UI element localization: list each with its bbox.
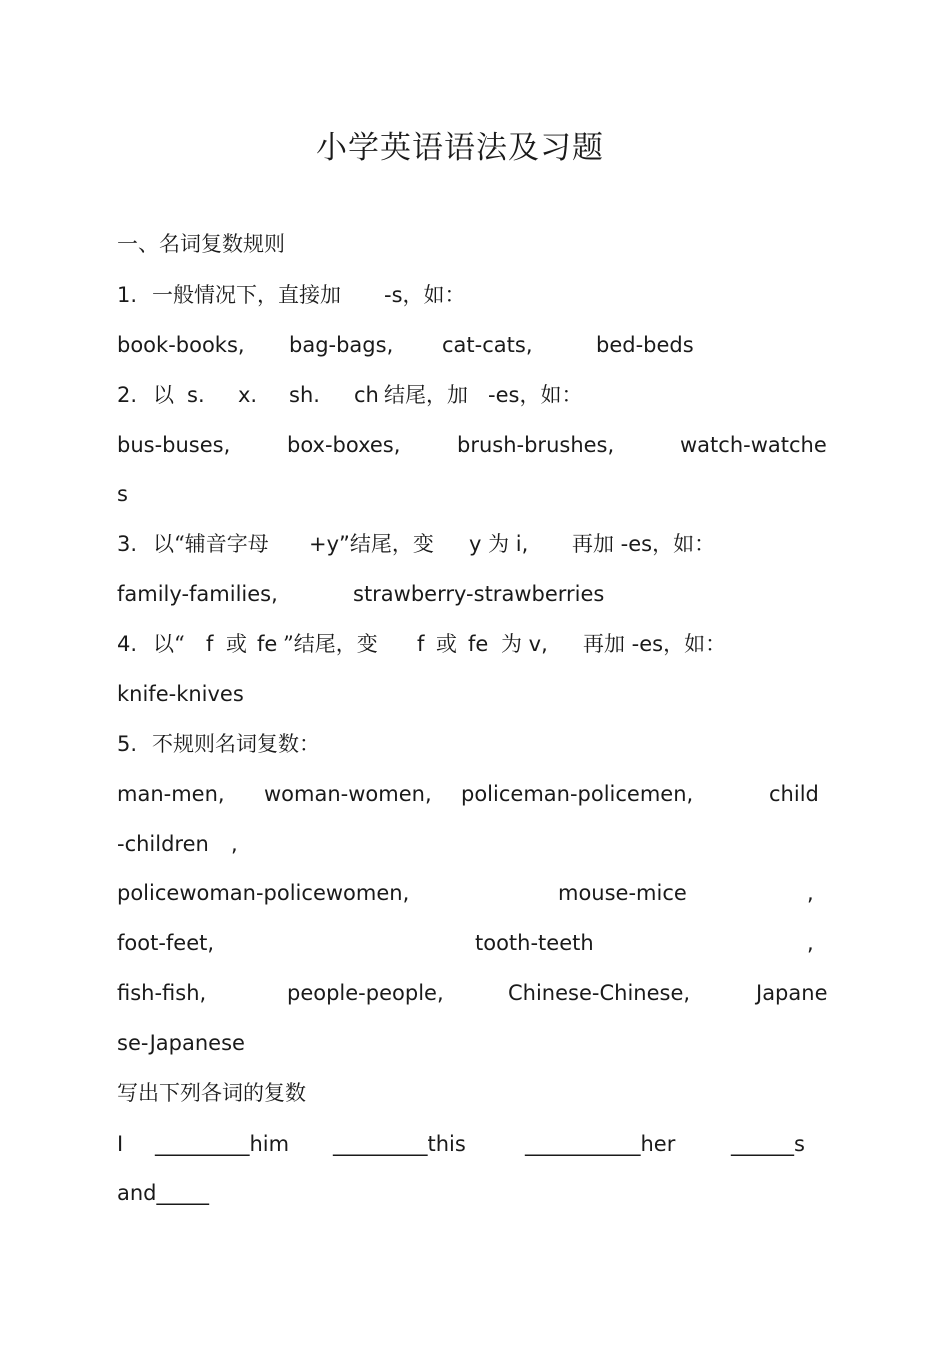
- ending-f: f: [206, 632, 214, 656]
- ending-sh: sh.: [289, 383, 320, 407]
- ending-x: x.: [238, 383, 258, 407]
- ending-fe: fe: [257, 632, 278, 656]
- example-item: woman-women,: [264, 782, 432, 806]
- example-item: child: [769, 782, 819, 806]
- rule-text: 不规则名词复数：: [152, 732, 320, 756]
- example-item: box-boxes,: [287, 433, 401, 457]
- rule-text: 为 v,: [501, 632, 548, 656]
- example-item: se-Japanese: [117, 1031, 245, 1055]
- section-heading: 一、名词复数规则: [117, 232, 285, 256]
- rule-text: 结尾，加: [384, 383, 468, 407]
- example-item: cat-cats,: [442, 333, 533, 357]
- exercise-blank: ______s: [731, 1132, 805, 1156]
- exercise-blank: _________this: [333, 1132, 466, 1156]
- example-item: man-men,: [117, 782, 225, 806]
- rule-number: 2.: [117, 383, 138, 407]
- example-item: -children: [117, 832, 209, 856]
- example-item: bag-bags,: [289, 333, 394, 357]
- example-item: fish-fish,: [117, 981, 207, 1005]
- rule-suffix: 再加 -es，如：: [583, 632, 727, 656]
- exercise-blank: and_____: [117, 1181, 210, 1205]
- rule-text: 一般情况下，直接加: [152, 283, 341, 307]
- rule-number: 3.: [117, 532, 138, 556]
- example-item: bed-beds: [596, 333, 694, 357]
- rule-text: 以“: [153, 632, 185, 656]
- ending-ch: ch: [354, 383, 379, 407]
- example-item: tooth-teeth: [475, 931, 594, 955]
- example-separator: ,: [807, 931, 814, 955]
- example-separator: ,: [231, 832, 238, 856]
- rule-text: y 为 i,: [469, 532, 529, 556]
- exercise-blank: ___________her: [525, 1132, 676, 1156]
- example-item: family-families,: [117, 582, 278, 606]
- example-item: brush-brushes,: [457, 433, 615, 457]
- rule-text: 或: [226, 632, 247, 656]
- example-item: knife-knives: [117, 682, 244, 706]
- rule-text: +y”结尾，变: [309, 532, 434, 556]
- exercise-item: I: [117, 1132, 124, 1156]
- example-separator: ,: [807, 881, 814, 905]
- rule-text: 以: [153, 383, 174, 407]
- example-item: mouse-mice: [558, 881, 687, 905]
- example-item: Chinese-Chinese,: [508, 981, 691, 1005]
- document-title: 小学英语语法及习题: [316, 130, 604, 166]
- example-item: Japane: [756, 981, 828, 1005]
- ending-f: f: [417, 632, 425, 656]
- example-item: bus-buses,: [117, 433, 231, 457]
- example-item: watch-watche: [680, 433, 827, 457]
- exercise-heading: 写出下列各词的复数: [117, 1081, 306, 1105]
- example-item: foot-feet,: [117, 931, 215, 955]
- rule-number: 4.: [117, 632, 138, 656]
- rule-text: ”结尾，变: [283, 632, 378, 656]
- example-item: strawberry-strawberries: [353, 582, 605, 606]
- ending-fe: fe: [468, 632, 489, 656]
- example-wrap: s: [117, 482, 128, 506]
- rule-text: 以“辅音字母: [153, 532, 269, 556]
- rule-suffix: -s，如：: [384, 283, 466, 307]
- rule-suffix: -es，如：: [488, 383, 583, 407]
- rule-suffix: 再加 -es，如：: [572, 532, 716, 556]
- example-item: policeman-policemen,: [461, 782, 694, 806]
- rule-text: 或: [436, 632, 457, 656]
- ending-s: s.: [187, 383, 205, 407]
- rule-number: 1.: [117, 283, 138, 307]
- rule-number: 5.: [117, 732, 138, 756]
- example-item: people-people,: [287, 981, 444, 1005]
- example-item: policewoman-policewomen,: [117, 881, 410, 905]
- exercise-blank: _________him: [155, 1132, 290, 1156]
- example-item: book-books,: [117, 333, 245, 357]
